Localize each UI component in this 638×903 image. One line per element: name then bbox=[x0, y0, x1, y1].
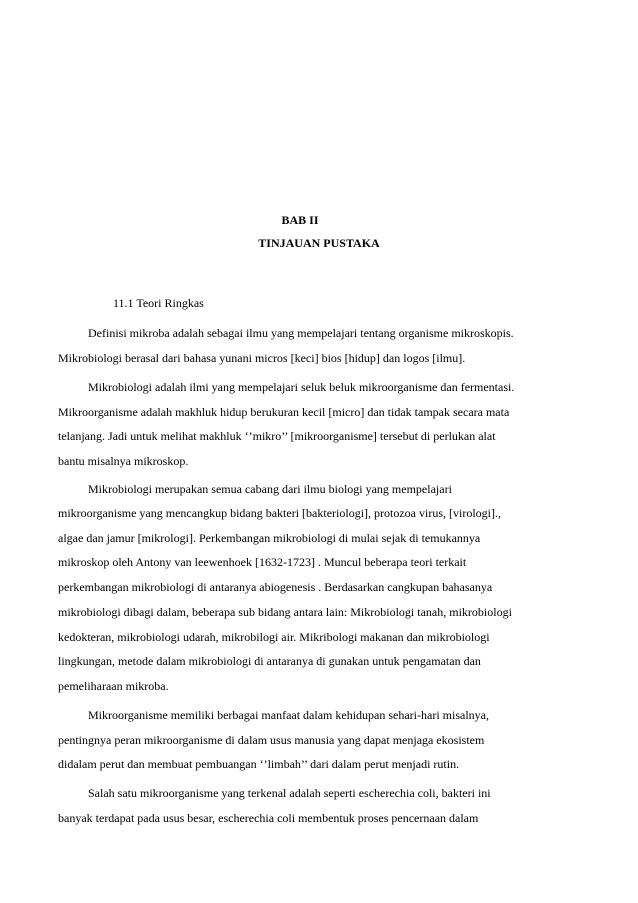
paragraph-line: didalam perut dan membuat pembuangan ‘’limbah’’ dari dalam perut menjadi rutin. bbox=[58, 757, 460, 771]
paragraph-line: perkembangan mikrobiologi di antaranya abiogenesis . Berdasarkan cangkupan bahasanya bbox=[58, 580, 493, 594]
paragraph-line: mikroskop oleh Antony van leewenhoek [1632-1723] . Muncul beberapa teori terkait bbox=[58, 555, 467, 569]
paragraph-line: telanjang. Jadi untuk melihat makhluk ‘’mikro’’ [mikroorganisme] tersebut di perlukan alat bbox=[58, 429, 496, 443]
paragraph-line: Mikroorganisme memiliki berbagai manfaat dalam kehidupan sehari-hari misalnya, bbox=[88, 708, 489, 722]
paragraph-line: pentingnya peran mikroorganisme di dalam usus manusia yang dapat menjaga ekosistem bbox=[58, 733, 485, 747]
paragraph-line: Mikroorganisme adalah makhluk hidup berukuran kecil [micro] dan tidak tampak secara mata bbox=[58, 405, 510, 419]
paragraph-line: mikroorganisme yang mencangkup bidang bakteri [bakteriologi], protozoa virus, [virologi]., bbox=[58, 506, 501, 520]
paragraph-line: algae dan jamur [mikrologi]. Perkembangan mikrobiologi di mulai sejak di temukannya bbox=[58, 531, 481, 545]
chapter-title: TINJAUAN PUSTAKA bbox=[258, 236, 380, 250]
paragraph-line: kedokteran, mikrobiologi udarah, mikrobilogi air. Mikribologi makanan dan mikrobiologi bbox=[58, 630, 490, 644]
paragraph-line: pemeliharaan mikroba. bbox=[58, 679, 169, 693]
paragraph-line: mikrobiologi dibagi dalam, beberapa sub bidang antara lain: Mikrobiologi tanah, mikrobiologi bbox=[58, 605, 512, 619]
paragraph-line: lingkungan, metode dalam mikrobiologi di antaranya di gunakan untuk pengamatan dan bbox=[58, 654, 481, 668]
paragraph-line: bantu misalnya mikroskop. bbox=[58, 454, 189, 468]
subsection-heading: 11.1 Teori Ringkas bbox=[113, 296, 204, 310]
paragraph-line: Mikrobiologi berasal dari bahasa yunani micros [keci] bios [hidup] dan logos [ilmu]. bbox=[58, 351, 466, 365]
paragraph-line: Mikrobiologi adalah ilmi yang mempelajari seluk beluk mikroorganisme dan fermentasi. bbox=[88, 380, 515, 394]
paragraph-line: Salah satu mikroorganisme yang terkenal adalah seperti escherechia coli, bakteri ini bbox=[88, 786, 491, 800]
paragraph-line: banyak terdapat pada usus besar, escherechia coli membentuk proses pencernaan dalam bbox=[58, 811, 479, 825]
paragraph-line: Definisi mikroba adalah sebagai ilmu yang mempelajari tentang organisme mikroskopis. bbox=[88, 326, 514, 340]
chapter-heading: BAB II bbox=[281, 213, 319, 227]
paragraph-line: Mikrobiologi merupakan semua cabang dari ilmu biologi yang mempelajari bbox=[88, 482, 452, 496]
